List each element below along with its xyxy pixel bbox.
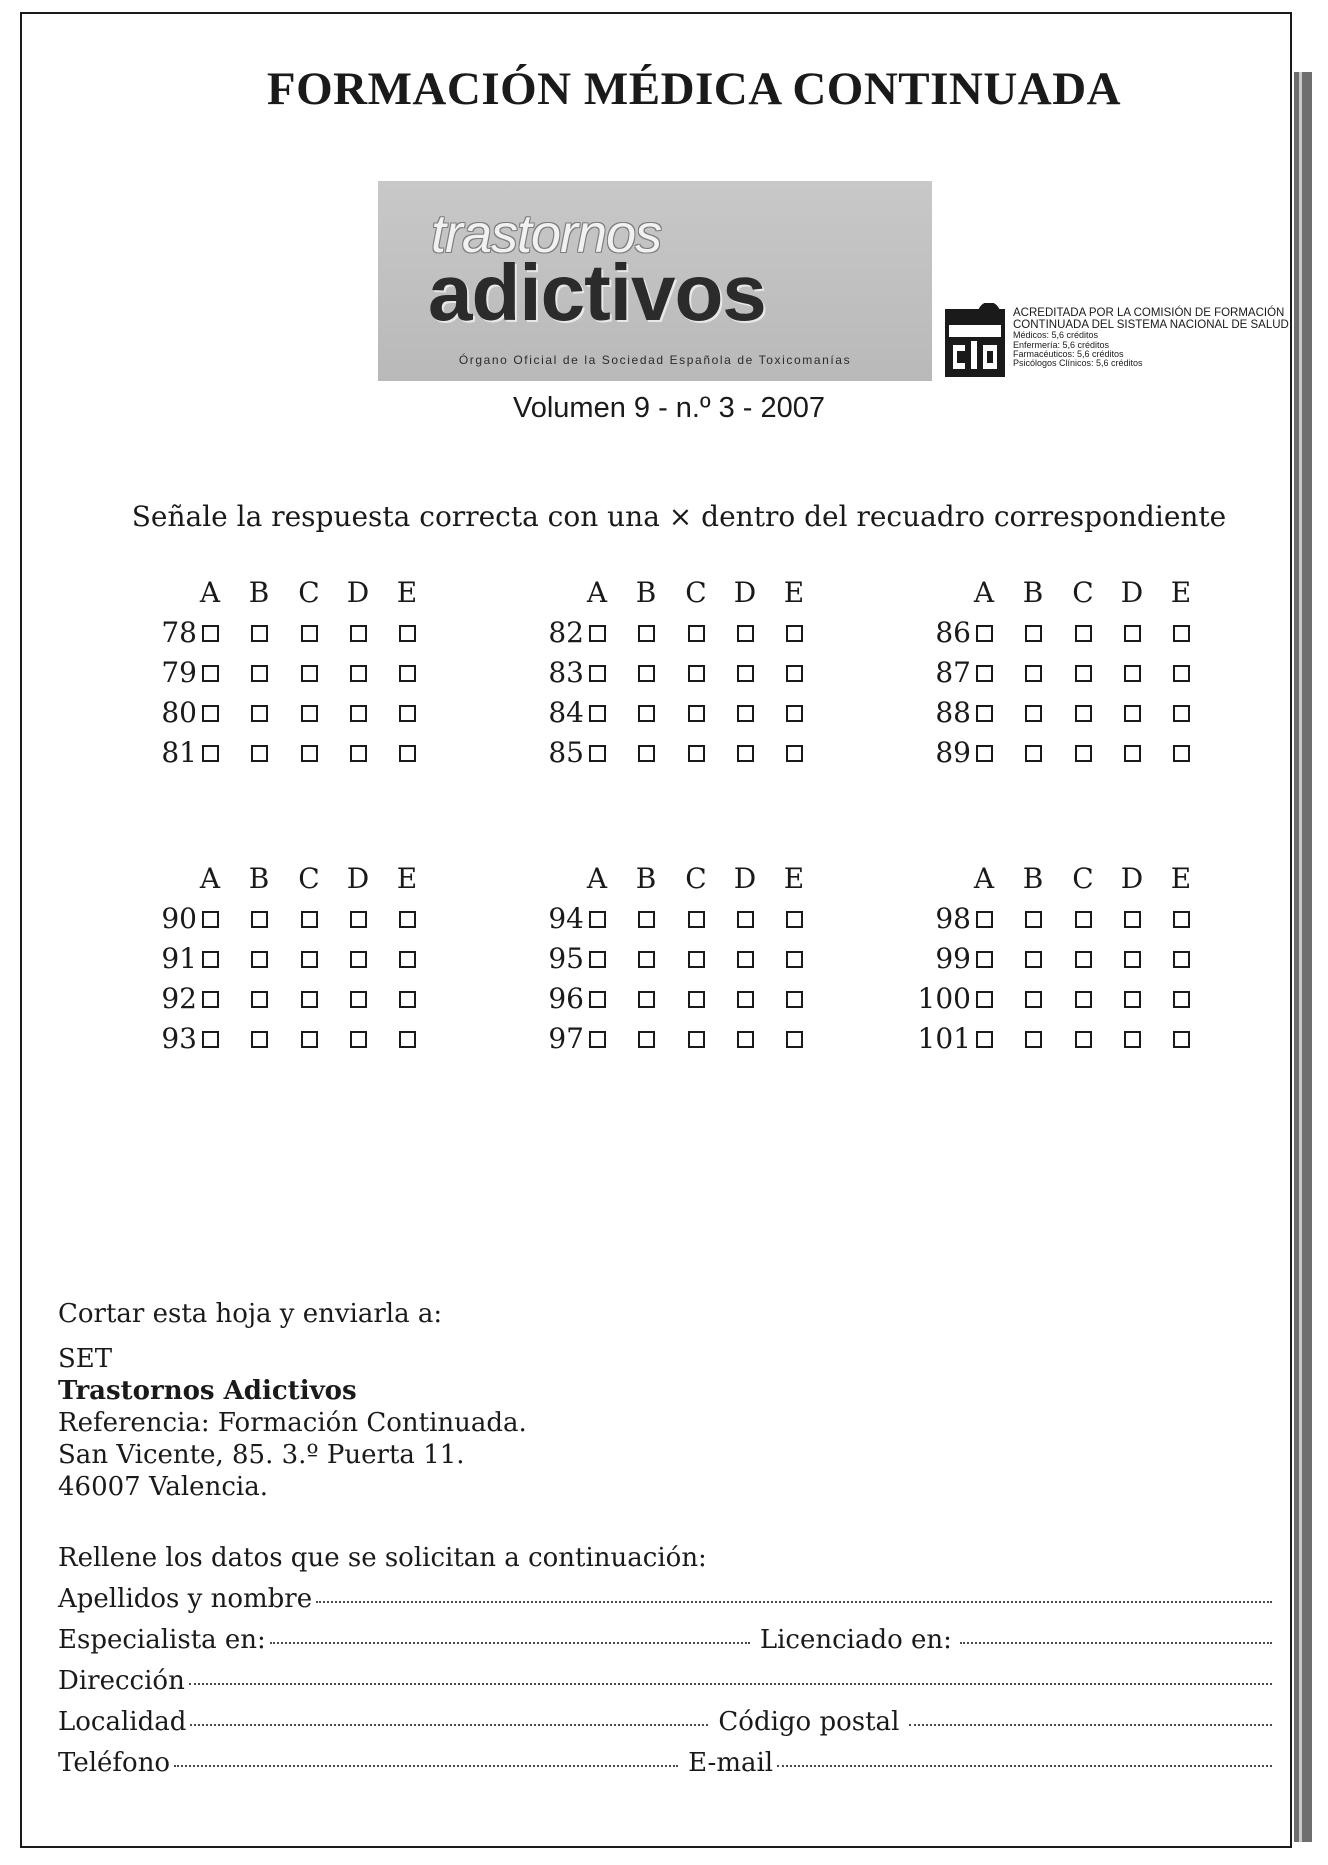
answer-checkbox-d[interactable] [1124,745,1141,762]
licenciado-field[interactable] [960,1642,1272,1644]
answer-checkbox-d[interactable] [350,1031,367,1048]
question-row [141,696,431,736]
question-row [141,902,431,942]
answer-block [528,862,818,1062]
answer-checkbox-c[interactable] [1075,745,1092,762]
answer-checkbox-c[interactable] [301,665,318,682]
answer-checkbox-c[interactable] [688,705,705,722]
answer-checkbox-a[interactable] [976,705,993,722]
answer-checkbox-e[interactable] [399,745,416,762]
question-row [528,902,818,942]
option-header-a: A [586,576,608,609]
question-row [528,942,818,982]
answer-checkbox-a[interactable] [202,625,219,642]
answer-checkbox-e[interactable] [786,1031,803,1048]
form-row-especialista [58,1625,1276,1666]
form-intro-row [58,1543,1276,1584]
answer-checkbox-a[interactable] [976,745,993,762]
option-header-d: D [1120,576,1144,609]
direccion-label: Dirección [58,1666,185,1696]
question-number: 94 [548,902,584,935]
answer-checkbox-a[interactable] [202,665,219,682]
answer-checkbox-e[interactable] [786,705,803,722]
answer-checkbox-c[interactable] [301,991,318,1008]
question-number: 85 [548,736,584,769]
question-row [915,616,1205,656]
option-header-d: D [733,862,757,895]
mailing-address [58,1298,527,1503]
answer-checkbox-b[interactable] [638,911,655,928]
address-org: SET [58,1344,113,1374]
answer-checkbox-d[interactable] [1124,911,1141,928]
answer-checkbox-e[interactable] [1173,991,1190,1008]
answer-checkbox-c[interactable] [301,911,318,928]
answer-checkbox-a[interactable] [589,951,606,968]
question-number: 98 [935,902,971,935]
option-header-row [915,862,1205,902]
question-row [915,982,1205,1022]
answer-checkbox-b[interactable] [251,705,268,722]
answer-checkbox-a[interactable] [202,951,219,968]
option-header-c: C [298,862,320,895]
credits-psicologos: Psicólogos Clínicos: 5,6 créditos [1013,358,1143,369]
answer-checkbox-a[interactable] [589,1031,606,1048]
answer-checkbox-c[interactable] [1075,991,1092,1008]
option-header-a: A [973,862,995,895]
send-intro: Cortar esta hoja y enviarla a: [58,1299,443,1329]
option-header-b: B [635,576,657,609]
answer-checkbox-a[interactable] [589,745,606,762]
answer-checkbox-b[interactable] [638,625,655,642]
question-row [528,656,818,696]
question-number: 101 [917,1022,971,1055]
answer-checkbox-a[interactable] [976,625,993,642]
answer-checkbox-b[interactable] [1025,951,1042,968]
answer-checkbox-e[interactable] [1173,705,1190,722]
answer-checkbox-c[interactable] [301,625,318,642]
question-number: 95 [548,942,584,975]
answer-checkbox-d[interactable] [350,951,367,968]
address-street: San Vicente, 85. 3.º Puerta 11. [58,1440,465,1470]
accreditation-line-2: CONTINUADA DEL SISTEMA NACIONAL DE SALUD [1013,319,1289,332]
form-row-apellidos [58,1584,1276,1625]
question-number: 97 [548,1022,584,1055]
option-header-c: C [298,576,320,609]
email-field[interactable] [777,1765,1272,1767]
option-header-b: B [248,576,270,609]
answer-block [915,576,1205,776]
answer-checkbox-c[interactable] [301,951,318,968]
question-number: 99 [935,942,971,975]
answer-checkbox-e[interactable] [786,665,803,682]
answer-block [141,862,431,1062]
form-row-direccion [58,1666,1276,1707]
answer-checkbox-c[interactable] [1075,665,1092,682]
answer-checkbox-d[interactable] [350,665,367,682]
question-row [915,656,1205,696]
answer-checkbox-b[interactable] [1025,625,1042,642]
localidad-field[interactable] [190,1724,708,1726]
licenciado-label: Licenciado en: [759,1625,952,1655]
answer-block [528,576,818,776]
answer-checkbox-d[interactable] [737,625,754,642]
apellidos-label: Apellidos y nombre [58,1584,313,1614]
answer-checkbox-c[interactable] [688,991,705,1008]
answer-checkbox-b[interactable] [251,625,268,642]
credits-farmaceuticos: Farmacéuticos: 5,6 créditos [1013,349,1124,359]
answer-checkbox-b[interactable] [1025,911,1042,928]
answer-checkbox-e[interactable] [399,951,416,968]
logo-main-word: adictivos [428,248,766,337]
answer-checkbox-b[interactable] [251,1031,268,1048]
answer-checkbox-a[interactable] [202,991,219,1008]
question-row [141,942,431,982]
answer-checkbox-d[interactable] [1124,705,1141,722]
answer-checkbox-b[interactable] [251,665,268,682]
answer-checkbox-d[interactable] [737,705,754,722]
answer-checkbox-c[interactable] [1075,911,1092,928]
option-header-e: E [396,576,418,609]
answer-checkbox-c[interactable] [688,625,705,642]
option-header-c: C [685,576,707,609]
page-title: FORMACIÓN MÉDICA CONTINUADA [266,63,1122,115]
question-row [141,656,431,696]
option-header-a: A [199,576,221,609]
especialista-label: Especialista en: [58,1625,266,1655]
option-header-b: B [1022,576,1044,609]
question-number: 80 [161,696,197,729]
answer-checkbox-e[interactable] [1173,745,1190,762]
question-number: 86 [935,616,971,649]
answer-checkbox-d[interactable] [1124,951,1141,968]
option-header-row [141,862,431,902]
answer-checkbox-a[interactable] [202,911,219,928]
answer-checkbox-d[interactable] [737,1031,754,1048]
answer-checkbox-d[interactable] [737,951,754,968]
question-number: 100 [917,982,971,1015]
question-row [915,736,1205,776]
form-row-localidad [58,1707,1276,1748]
option-header-a: A [199,862,221,895]
option-header-d: D [1120,862,1144,895]
option-header-c: C [1072,862,1094,895]
answer-checkbox-a[interactable] [589,625,606,642]
question-number: 79 [161,656,197,689]
question-number: 90 [161,902,197,935]
answer-checkbox-a[interactable] [976,911,993,928]
question-row [915,902,1205,942]
answer-checkbox-a[interactable] [589,705,606,722]
question-row [528,696,818,736]
option-header-e: E [1170,576,1192,609]
form-intro: Rellene los datos que se solicitan a continuación: [58,1543,707,1573]
answer-checkbox-b[interactable] [251,991,268,1008]
question-number: 91 [161,942,197,975]
answer-checkbox-c[interactable] [688,911,705,928]
logo-subtitle: Órgano Oficial de la Sociedad Española de Toxicomanías [458,353,852,367]
telefono-field[interactable] [174,1765,678,1767]
option-header-e: E [1170,862,1192,895]
codigo-postal-field[interactable] [909,1724,1272,1726]
question-row [915,1022,1205,1062]
localidad-label: Localidad [58,1707,187,1737]
answer-checkbox-e[interactable] [399,705,416,722]
option-header-row [528,576,818,616]
answer-checkbox-d[interactable] [350,745,367,762]
address-reference: Referencia: Formación Continuada. [58,1408,527,1438]
question-number: 93 [161,1022,197,1055]
answer-checkbox-d[interactable] [1124,665,1141,682]
answer-checkbox-c[interactable] [1075,951,1092,968]
option-header-row [915,576,1205,616]
logo-top-word: trastornos [431,204,662,264]
answer-checkbox-b[interactable] [638,745,655,762]
question-number: 92 [161,982,197,1015]
question-row [528,736,818,776]
credits-enfermeria: Enfermería: 5,6 créditos [1013,339,1110,350]
answer-checkbox-a[interactable] [589,911,606,928]
option-header-c: C [685,862,707,895]
accreditation-line-1: ACREDITADA POR LA COMISIÓN DE FORMACIÓN [1013,307,1285,319]
answer-checkbox-c[interactable] [301,705,318,722]
answer-checkbox-b[interactable] [638,705,655,722]
question-row [141,1022,431,1062]
answer-checkbox-e[interactable] [399,1031,416,1048]
answer-checkbox-d[interactable] [1124,625,1141,642]
answer-checkbox-a[interactable] [589,665,606,682]
question-number: 96 [548,982,584,1015]
accreditation-block [945,295,1305,385]
answer-checkbox-d[interactable] [737,911,754,928]
answer-checkbox-b[interactable] [251,911,268,928]
answer-checkbox-e[interactable] [786,625,803,642]
option-header-b: B [1022,862,1044,895]
answer-checkbox-b[interactable] [1025,991,1042,1008]
volume-info: Volumen 9 - n.º 3 - 2007 [512,392,826,424]
question-row [528,982,818,1022]
answer-checkbox-d[interactable] [1124,991,1141,1008]
answer-checkbox-c[interactable] [1075,1031,1092,1048]
direccion-field[interactable] [189,1683,1272,1685]
answer-checkbox-e[interactable] [786,951,803,968]
answer-checkbox-e[interactable] [1173,911,1190,928]
answer-checkbox-b[interactable] [638,951,655,968]
answer-checkbox-e[interactable] [786,745,803,762]
answer-block [141,576,431,776]
email-label: E-mail [688,1748,774,1778]
option-header-d: D [733,576,757,609]
option-header-e: E [783,862,805,895]
address-journal: Trastornos Adictivos [58,1376,357,1406]
option-header-a: A [973,576,995,609]
answer-checkbox-e[interactable] [399,665,416,682]
answer-checkbox-c[interactable] [1075,705,1092,722]
answer-checkbox-d[interactable] [350,991,367,1008]
form-row-telefono [58,1748,1276,1789]
question-number: 88 [935,696,971,729]
answer-checkbox-b[interactable] [638,991,655,1008]
answer-checkbox-d[interactable] [737,665,754,682]
answer-checkbox-d[interactable] [737,991,754,1008]
answer-checkbox-c[interactable] [301,1031,318,1048]
answer-checkbox-e[interactable] [399,625,416,642]
answer-checkbox-a[interactable] [589,991,606,1008]
option-header-d: D [346,576,370,609]
option-header-a: A [586,862,608,895]
option-header-e: E [396,862,418,895]
answer-checkbox-e[interactable] [786,991,803,1008]
question-number: 82 [548,616,584,649]
personal-data-form [58,1543,1276,1789]
option-header-d: D [346,862,370,895]
answer-checkbox-a[interactable] [202,745,219,762]
option-header-row [141,576,431,616]
answer-checkbox-c[interactable] [688,951,705,968]
question-row [528,1022,818,1062]
question-row [141,736,431,776]
question-number: 87 [935,656,971,689]
answer-checkbox-c[interactable] [1075,625,1092,642]
answer-checkbox-d[interactable] [350,911,367,928]
question-row [141,982,431,1022]
question-row [141,616,431,656]
address-city: 46007 Valencia. [58,1472,268,1502]
answer-checkbox-b[interactable] [1025,665,1042,682]
option-header-b: B [248,862,270,895]
question-row [528,616,818,656]
answer-checkbox-b[interactable] [1025,745,1042,762]
journal-logo [378,181,932,381]
answer-checkbox-e[interactable] [1173,665,1190,682]
option-header-row [528,862,818,902]
apellidos-field[interactable] [316,1601,1272,1603]
answer-checkbox-c[interactable] [688,1031,705,1048]
option-header-c: C [1072,576,1094,609]
accreditation-text [1013,307,1313,369]
answer-checkbox-b[interactable] [1025,705,1042,722]
answer-checkbox-d[interactable] [350,625,367,642]
option-header-b: B [635,862,657,895]
answer-checkbox-d[interactable] [350,705,367,722]
answer-checkbox-a[interactable] [976,665,993,682]
answer-checkbox-a[interactable] [976,991,993,1008]
answer-checkbox-b[interactable] [251,951,268,968]
answer-checkbox-e[interactable] [399,911,416,928]
answer-checkbox-c[interactable] [688,745,705,762]
question-row [915,942,1205,982]
answer-checkbox-b[interactable] [638,1031,655,1048]
answer-checkbox-e[interactable] [1173,625,1190,642]
answer-checkbox-e[interactable] [399,991,416,1008]
answer-checkbox-c[interactable] [688,665,705,682]
answer-block [915,862,1205,1062]
answer-checkbox-a[interactable] [202,705,219,722]
answer-checkbox-e[interactable] [1173,1031,1190,1048]
answer-checkbox-b[interactable] [1025,1031,1042,1048]
answer-checkbox-a[interactable] [976,1031,993,1048]
answer-checkbox-e[interactable] [1173,951,1190,968]
credits-medicos: Médicos: 5,6 créditos [1013,330,1099,341]
question-number: 89 [935,736,971,769]
especialista-field[interactable] [270,1642,750,1644]
cfc-seal-icon [945,303,1009,377]
answer-checkbox-e[interactable] [786,911,803,928]
answer-checkbox-d[interactable] [737,745,754,762]
answer-checkbox-c[interactable] [301,745,318,762]
codigo-postal-label: Código postal [718,1707,900,1737]
question-number: 84 [548,696,584,729]
question-row [915,696,1205,736]
answer-checkbox-d[interactable] [1124,1031,1141,1048]
question-number: 81 [161,736,197,769]
answer-checkbox-b[interactable] [251,745,268,762]
answer-instruction: Señale la respuesta correcta con una × dentro del recuadro correspondiente [131,500,1227,533]
answer-checkbox-a[interactable] [202,1031,219,1048]
telefono-label: Teléfono [58,1748,171,1778]
option-header-e: E [783,576,805,609]
question-number: 78 [161,616,197,649]
answer-checkbox-b[interactable] [638,665,655,682]
answer-checkbox-a[interactable] [976,951,993,968]
question-number: 83 [548,656,584,689]
